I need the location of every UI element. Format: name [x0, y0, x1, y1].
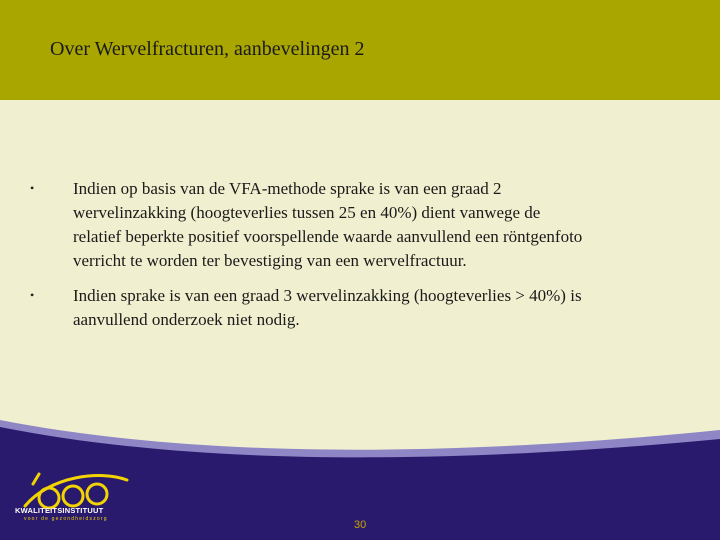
bullet-line: Indien op basis van de VFA-methode sprake is van een graad 2	[73, 179, 502, 198]
page-number: 30	[354, 519, 367, 531]
bullet-line: wervelinzakking (hoogteverlies tussen 25 en 40%) dient vanwege de	[73, 203, 541, 222]
bullet-list	[30, 177, 690, 343]
bullet-line: Indien sprake is van een graad 3 wervelinzakking (hoogteverlies > 40%) is	[73, 286, 582, 305]
bullet-line: relatief beperkte positief voorspellende waarde aanvullend een röntgenfoto	[73, 227, 583, 246]
logo-name: KWALITEITSINSTITUUT	[15, 506, 104, 515]
bullet-item	[30, 177, 690, 273]
bullet-icon: •	[30, 181, 35, 195]
bullet-icon: •	[30, 288, 35, 302]
bullet-line: verricht te worden ter bevestiging van een wervelfractuur.	[73, 251, 467, 270]
logo-subtitle: voor de gezondheidszorg	[24, 516, 108, 522]
slide-title: Over Wervelfracturen, aanbevelingen 2	[50, 38, 365, 60]
bullet-item	[30, 284, 690, 332]
bullet-line: aanvullend onderzoek niet nodig.	[73, 310, 300, 329]
